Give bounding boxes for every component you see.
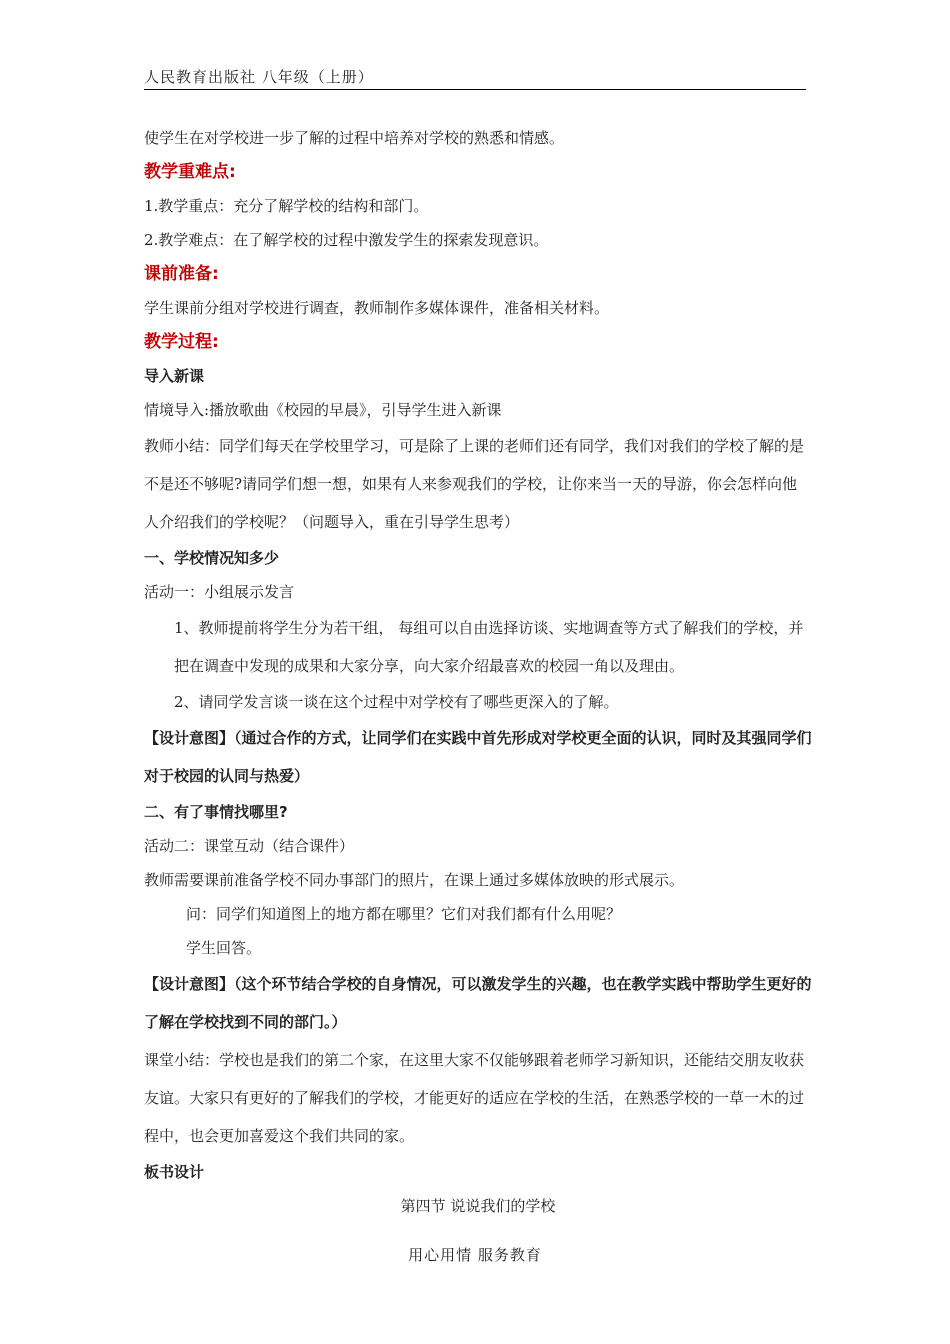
activity-2-description: 教师需要课前准备学校不同办事部门的照片，在课上通过多媒体放映的形式展示。 <box>144 871 685 889</box>
section-2-title: 二、有了事情找哪里? <box>144 803 288 821</box>
paragraph-objective: 使学生在对学校进一步了解的过程中培养对学校的熟悉和情感。 <box>144 129 565 147</box>
key-point-2: 2.教学难点：在了解学校的过程中激发学生的探索发现意识。 <box>144 231 549 249</box>
activity-1-step-2: 2、请同学发言谈一谈在这个过程中对学校有了哪些更深入的了解。 <box>174 693 619 711</box>
document-body <box>144 121 812 1223</box>
header-rule <box>144 89 806 90</box>
activity-2: 活动二：课堂互动（结合课件） <box>144 837 355 855</box>
key-point-1: 1.教学重点：充分了解学校的结构和部门。 <box>144 197 429 215</box>
section-1-title: 一、学校情况知多少 <box>144 549 280 567</box>
board-design-title: 板书设计 <box>144 1163 205 1181</box>
activity-1-step-1: 1、教师提前将学生分为若干组， 每组可以自由选择访谈、实地调查等方式了解我们的学校，并把在调查中发现的成果和大家分享，向大家介绍最喜欢的校园一角以及理由。 <box>174 619 804 675</box>
intro-scene: 情境导入:播放歌曲《校园的早晨》，引导学生进入新课 <box>144 401 502 419</box>
heading-key-points: 教学重难点: <box>144 162 236 182</box>
class-summary: 课堂小结：学校也是我们的第二个家，在这里大家不仅能够跟着老师学习新知识，还能结交朋友收获友谊。大家只有更好的了解我们的学校，才能更好的适应在学校的生活，在熟悉学校的一草一木的过程中，也会更加喜爱这个我们共同的家。 <box>144 1051 805 1145</box>
page-footer: 用心用情 服务教育 <box>408 1246 542 1264</box>
preparation-text: 学生课前分组对学校进行调查，教师制作多媒体课件，准备相关材料。 <box>144 299 610 317</box>
activity-1: 活动一：小组展示发言 <box>144 583 295 601</box>
design-intent-2: 【设计意图】（这个环节结合学校的自身情况，可以激发学生的兴趣，也在教学实践中帮助学生更好的了解在学校找到不同的部门。） <box>144 975 812 1031</box>
page-header: 人民教育出版社 八年级（上册） <box>144 68 374 86</box>
question-text: 问：同学们知道图上的地方都在哪里？它们对我们都有什么用呢？ <box>186 905 622 923</box>
intro-title: 导入新课 <box>144 367 205 385</box>
heading-preparation: 课前准备: <box>144 264 219 284</box>
heading-process: 教学过程: <box>144 332 219 352</box>
board-heading: 第四节 说说我们的学校 <box>400 1197 556 1215</box>
design-intent-1: 【设计意图】（通过合作的方式，让同学们在实践中首先形成对学校更全面的认识，同时及其强同学们对于校园的认同与热爱） <box>144 729 812 785</box>
intro-summary: 教师小结：同学们每天在学校里学习，可是除了上课的老师们还有同学，我们对我们的学校了解的是不是还不够呢?请同学们想一想，如果有人来参观我们的学校，让你来当一天的导游，你会怎样向他人介绍我们的学校呢？（问题导入，重在引导学生思考） <box>144 437 805 531</box>
answer-text: 学生回答。 <box>186 939 262 957</box>
